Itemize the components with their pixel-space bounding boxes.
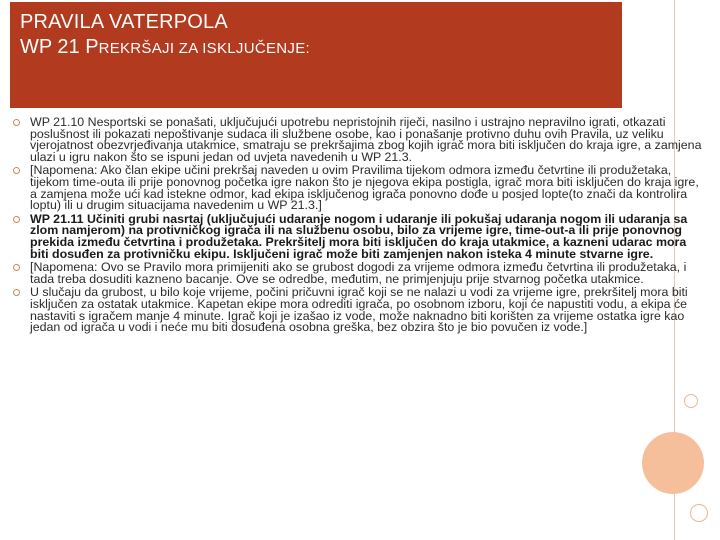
subtitle-prefix: WP 21 P — [20, 36, 99, 58]
decorative-circle — [642, 432, 704, 494]
bullet-text: [Napomena: Ako član ekipe učini prekršaj naveden u ovim Pravilima tijekom odmora između četvrtine ili produžetaka, tijekom time-outa ili prije ponovnog početka igre nakon što je njegova ekipa postigla, igrač mora biti isključen do kraja igre, a zamjena može ući kad istekne odmor, kad ekipa isključenog igrača ponovno dođe u posjed lopte(to znači da kontrolira loptu) ili u drugim situacijama navedenim u WP 21.3.] — [30, 163, 699, 213]
bullet-ring-icon — [13, 289, 20, 296]
bullet-item — [13, 262, 707, 285]
bullet-text: WP 21.10 Nesportski se ponašati, uključujući upotrebu nepristojnih riječi, nasilno i ustrajno nepravilno igrati, otkazati poslušnost ili pokazati nepoštivanje sudaca ili službene osobe, kao i ponašanje protivno duhu ovih Pravila, uz veliku vjerojatnost obezvrjeđivanja utakmice, smatraju se prekršajima zbog kojih igrač mora biti isključen do kraja igre, a zamjena ulazi u igru nakon što se ispuni jedan od uvjeta navedenih u WP 21.3. — [30, 115, 702, 164]
subtitle-smallcaps: REKRŠAJI ZA ISKLJUČENJE: — [98, 40, 310, 57]
title-banner — [10, 2, 622, 108]
bullet-text-bold: WP 21.11 Učiniti grubi nasrtaj (uključujući udaranje nogom i udaranje ili pokušaj udaranja nogom ili udaranja sa zlom namjerom) na protivničkog igrača ili na službenu osobu, bilo za vrijeme igre, time-out-a ili prije ponovnog prekida između četvrtina i produžetaka. Prekršitelj mora biti isključen do kraja utakmice, a kazneni udarac mora biti dosuđen za protivničku ekipu. Isključeni igrač može biti zamjenjen nakon isteka 4 minute stvarne igre. — [30, 211, 688, 261]
bullet-ring-icon — [13, 264, 20, 271]
bullet-item — [13, 211, 707, 261]
decorative-ring-small — [684, 394, 698, 408]
bullet-text: [Napomena: Ovo se Pravilo mora primijeniti ako se grubost dogodi za vrijeme odmora između četvrtina ili produžetaka, i tada treba dosuditi kazneno bacanje. Ove se odredbe, međutim, ne primjenjuju prije stvarnog početka utakmice. — [30, 260, 687, 286]
bullet-item — [13, 287, 707, 333]
bullet-ring-icon — [13, 216, 20, 223]
decorative-ring-bottom — [690, 504, 708, 522]
slide-title: PRAVILA VATERPOLA — [20, 11, 228, 33]
bullet-list — [13, 117, 707, 336]
bullet-item — [13, 165, 707, 211]
bullet-text: U slučaju da grubost, u bilo koje vrijeme, počini pričuvni igrač koji se ne nalazi u vodi za vrijeme igre, prekršitelj mora biti isključen za ostatak utakmice. Kapetan ekipe mora odrediti igrača, po osobnom izboru, koji će napustiti vodu, a ekipa će nastaviti s igračem manje 4 minute. Igrač koji je izašao iz vode, može naknadno biti korišten za vrijeme ostatka igre kao jedan od igrača u vodi i neće mu biti dosuđena osobna greška, bez obzira što je bio povučen iz vode.] — [30, 285, 688, 335]
bullet-item — [13, 117, 707, 163]
bullet-ring-icon — [13, 167, 20, 174]
bullet-ring-icon — [13, 119, 20, 126]
slide-subtitle — [20, 34, 622, 62]
